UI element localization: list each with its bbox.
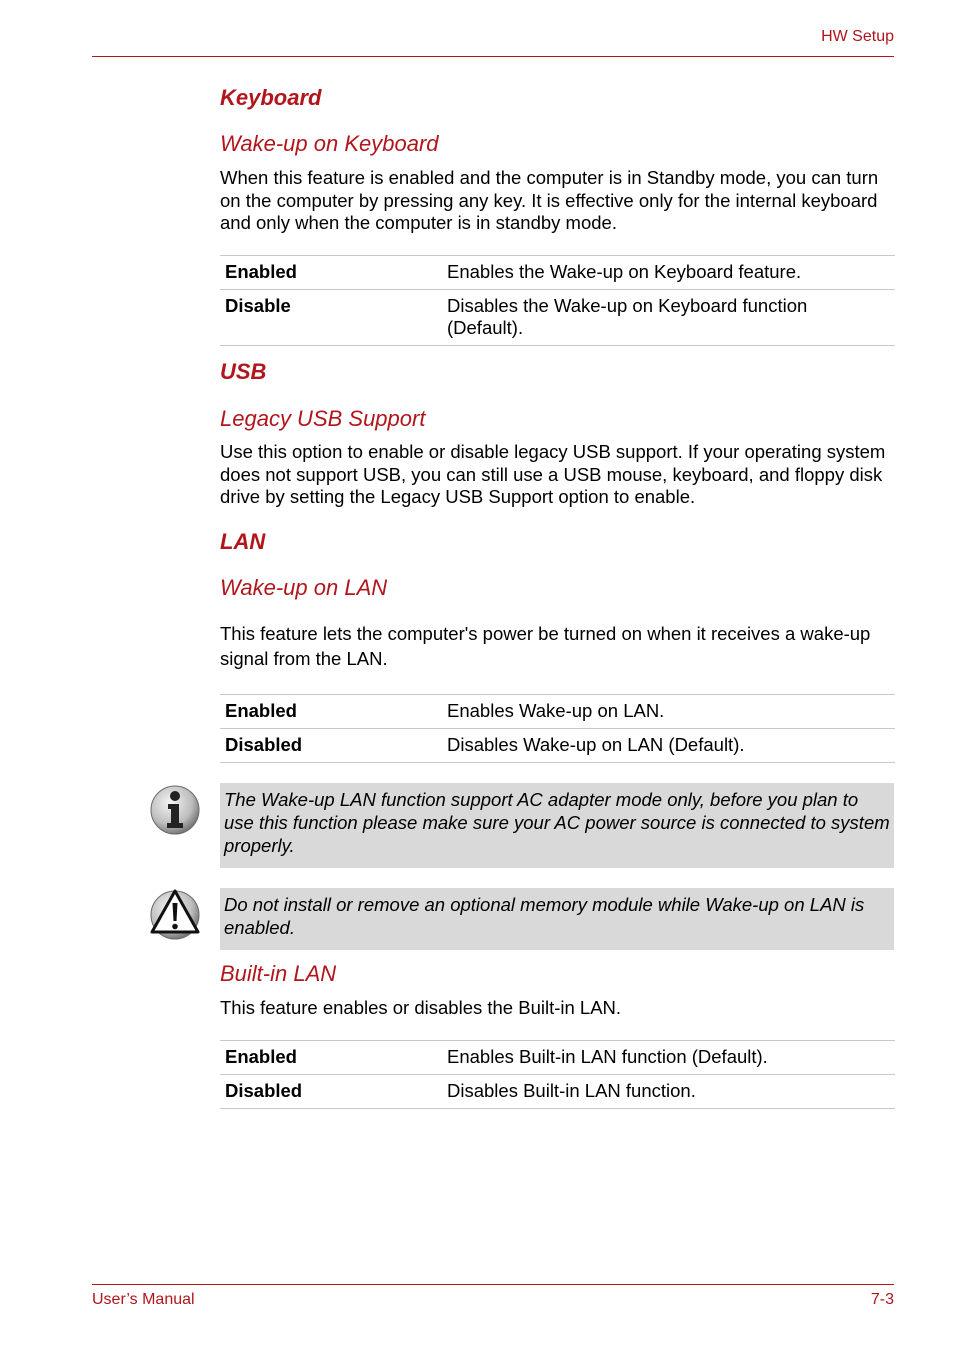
- option-desc: Enables Built-in LAN function (Default).: [442, 1041, 895, 1075]
- option-key: Enabled: [220, 1041, 442, 1075]
- option-desc: Enables the Wake-up on Keyboard feature.: [442, 256, 895, 290]
- builtin-lan-paragraph: This feature enables or disables the Built-in LAN.: [220, 997, 622, 1018]
- header-rule: [92, 56, 894, 57]
- table-row: [220, 1075, 895, 1109]
- table-row: [220, 256, 895, 290]
- table-row: [220, 695, 895, 729]
- wake-keyboard-subheading: Wake-up on Keyboard: [220, 131, 439, 156]
- page-number: 7-3: [870, 1291, 894, 1308]
- builtin-lan-options-table: [220, 1040, 895, 1109]
- warning-icon: [149, 887, 201, 941]
- warning-note: Do not install or remove an optional memory module while Wake-up on LAN is enabled.: [220, 888, 894, 950]
- option-desc: Disables the Wake-up on Keyboard function (Default).: [442, 290, 895, 346]
- option-key: Disabled: [220, 1075, 442, 1109]
- option-key: Enabled: [220, 256, 442, 290]
- keyboard-heading: Keyboard: [220, 85, 322, 110]
- legacy-usb-subheading: Legacy USB Support: [220, 406, 426, 431]
- footer-manual-title: User’s Manual: [92, 1291, 195, 1308]
- table-row: [220, 1041, 895, 1075]
- option-key: Disable: [220, 290, 442, 346]
- option-key: Enabled: [220, 695, 442, 729]
- running-header: HW Setup: [821, 28, 894, 45]
- keyboard-options-table: [220, 255, 895, 346]
- option-desc: Disables Built-in LAN function.: [442, 1075, 895, 1109]
- lan-heading: LAN: [220, 529, 266, 554]
- option-desc: Disables Wake-up on LAN (Default).: [442, 729, 895, 763]
- info-icon: [149, 784, 201, 836]
- option-desc: Enables Wake-up on LAN.: [442, 695, 895, 729]
- builtin-lan-subheading: Built-in LAN: [220, 961, 337, 986]
- table-row: [220, 290, 895, 346]
- wake-keyboard-paragraph: When this feature is enabled and the computer is in Standby mode, you can turn on the computer by pressing any key. It is effective only for the internal keyboard and only when the computer is in standby mode.: [220, 167, 879, 233]
- footer-rule: [92, 1284, 894, 1285]
- wake-lan-subheading: Wake-up on LAN: [220, 575, 388, 600]
- usb-heading: USB: [220, 359, 267, 384]
- option-key: Disabled: [220, 729, 442, 763]
- legacy-usb-paragraph: Use this option to enable or disable legacy USB support. If your operating system does not support USB, you can still use a USB mouse, keyboard, and floppy disk drive by setting the Legacy USB Support option to enable.: [220, 441, 886, 507]
- wake-lan-options-table: [220, 694, 895, 763]
- wake-lan-paragraph: This feature lets the computer's power be turned on when it receives a wake-up signal from the LAN.: [220, 623, 871, 669]
- info-note: The Wake-up LAN function support AC adapter mode only, before you plan to use this function please make sure your AC power source is connected to system properly.: [220, 783, 894, 868]
- table-row: [220, 729, 895, 763]
